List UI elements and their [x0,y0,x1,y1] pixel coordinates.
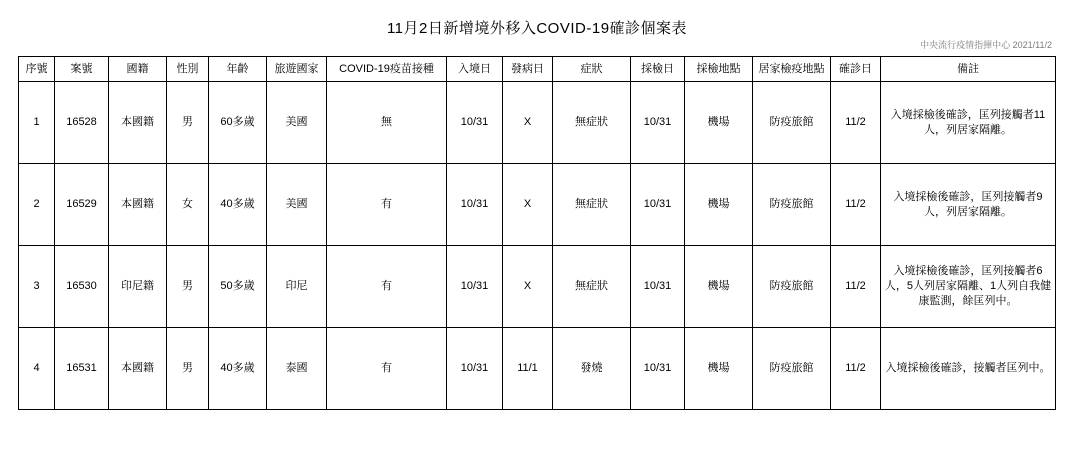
cell-nationality: 印尼籍 [109,246,167,328]
cell-travel-country: 美國 [267,82,327,164]
table-row [19,164,1056,246]
cell-sample-place: 機場 [685,82,753,164]
cell-vaccine: 無 [327,82,447,164]
cell-case-no: 16529 [55,164,109,246]
cell-seq: 3 [19,246,55,328]
cell-nationality: 本國籍 [109,82,167,164]
table-header-row [19,57,1056,82]
cell-sample-place: 機場 [685,246,753,328]
cell-onset-date: X [503,246,553,328]
col-header-vaccine: COVID-19疫苗接種 [327,57,447,82]
col-header-onset-date: 發病日 [503,57,553,82]
cell-case-no: 16531 [55,328,109,410]
table-row [19,246,1056,328]
case-table-container [18,56,1056,410]
cell-onset-date: X [503,164,553,246]
cell-confirm-date: 11/2 [831,164,881,246]
col-header-entry-date: 入境日 [447,57,503,82]
cell-sex: 男 [167,246,209,328]
cell-remarks: 入境採檢後確診，匡列接觸者11人，列居家隔離。 [881,82,1056,164]
cell-confirm-date: 11/2 [831,328,881,410]
cell-quarantine-place: 防疫旅館 [753,82,831,164]
cell-case-no: 16530 [55,246,109,328]
cell-travel-country: 美國 [267,164,327,246]
source-attribution: 中央流行疫情指揮中心 2021/11/2 [920,40,1052,50]
cell-symptom: 無症狀 [553,82,631,164]
cell-sample-place: 機場 [685,328,753,410]
cell-vaccine: 有 [327,246,447,328]
cell-age: 40多歲 [209,164,267,246]
col-header-case-no: 案號 [55,57,109,82]
cell-nationality: 本國籍 [109,328,167,410]
cell-vaccine: 有 [327,164,447,246]
cell-sex: 女 [167,164,209,246]
cell-case-no: 16528 [55,82,109,164]
cell-symptom: 無症狀 [553,246,631,328]
cell-seq: 4 [19,328,55,410]
cell-sex: 男 [167,82,209,164]
cell-onset-date: X [503,82,553,164]
col-header-symptom: 症狀 [553,57,631,82]
cell-entry-date: 10/31 [447,246,503,328]
page-title: 11月2日新增境外移入COVID-19確診個案表 [386,20,688,37]
cell-nationality: 本國籍 [109,164,167,246]
cell-symptom: 發燒 [553,328,631,410]
cell-remarks: 入境採檢後確診，匡列接觸者9人，列居家隔離。 [881,164,1056,246]
cell-age: 50多歲 [209,246,267,328]
cell-quarantine-place: 防疫旅館 [753,246,831,328]
col-header-remarks: 備註 [881,57,1056,82]
cell-age: 60多歲 [209,82,267,164]
col-header-travel-country: 旅遊國家 [267,57,327,82]
table-row [19,328,1056,410]
cell-sample-date: 10/31 [631,328,685,410]
cell-confirm-date: 11/2 [831,82,881,164]
col-header-age: 年齡 [209,57,267,82]
col-header-confirm-date: 確診日 [831,57,881,82]
cell-seq: 2 [19,164,55,246]
cell-sex: 男 [167,328,209,410]
cell-entry-date: 10/31 [447,328,503,410]
col-header-sex: 性別 [167,57,209,82]
cell-remarks: 入境採檢後確診，接觸者匡列中。 [881,328,1056,410]
cell-symptom: 無症狀 [553,164,631,246]
cell-sample-date: 10/31 [631,164,685,246]
cell-sample-date: 10/31 [631,82,685,164]
table-row [19,82,1056,164]
cell-sample-date: 10/31 [631,246,685,328]
cell-quarantine-place: 防疫旅館 [753,328,831,410]
col-header-quarantine-place: 居家檢疫地點 [753,57,831,82]
cell-travel-country: 印尼 [267,246,327,328]
case-table [18,56,1056,410]
cell-sample-place: 機場 [685,164,753,246]
table-header [19,57,1056,82]
table-body [19,82,1056,410]
cell-confirm-date: 11/2 [831,246,881,328]
cell-remarks: 入境採檢後確診，匡列接觸者6人，5人列居家隔離、1人列自我健康監測，餘匡列中。 [881,246,1056,328]
cell-quarantine-place: 防疫旅館 [753,164,831,246]
cell-entry-date: 10/31 [447,82,503,164]
cell-seq: 1 [19,82,55,164]
col-header-sample-place: 採檢地點 [685,57,753,82]
cell-travel-country: 泰國 [267,328,327,410]
cell-onset-date: 11/1 [503,328,553,410]
cell-age: 40多歲 [209,328,267,410]
col-header-nationality: 國籍 [109,57,167,82]
cell-entry-date: 10/31 [447,164,503,246]
col-header-seq: 序號 [19,57,55,82]
col-header-sample-date: 採檢日 [631,57,685,82]
cell-vaccine: 有 [327,328,447,410]
